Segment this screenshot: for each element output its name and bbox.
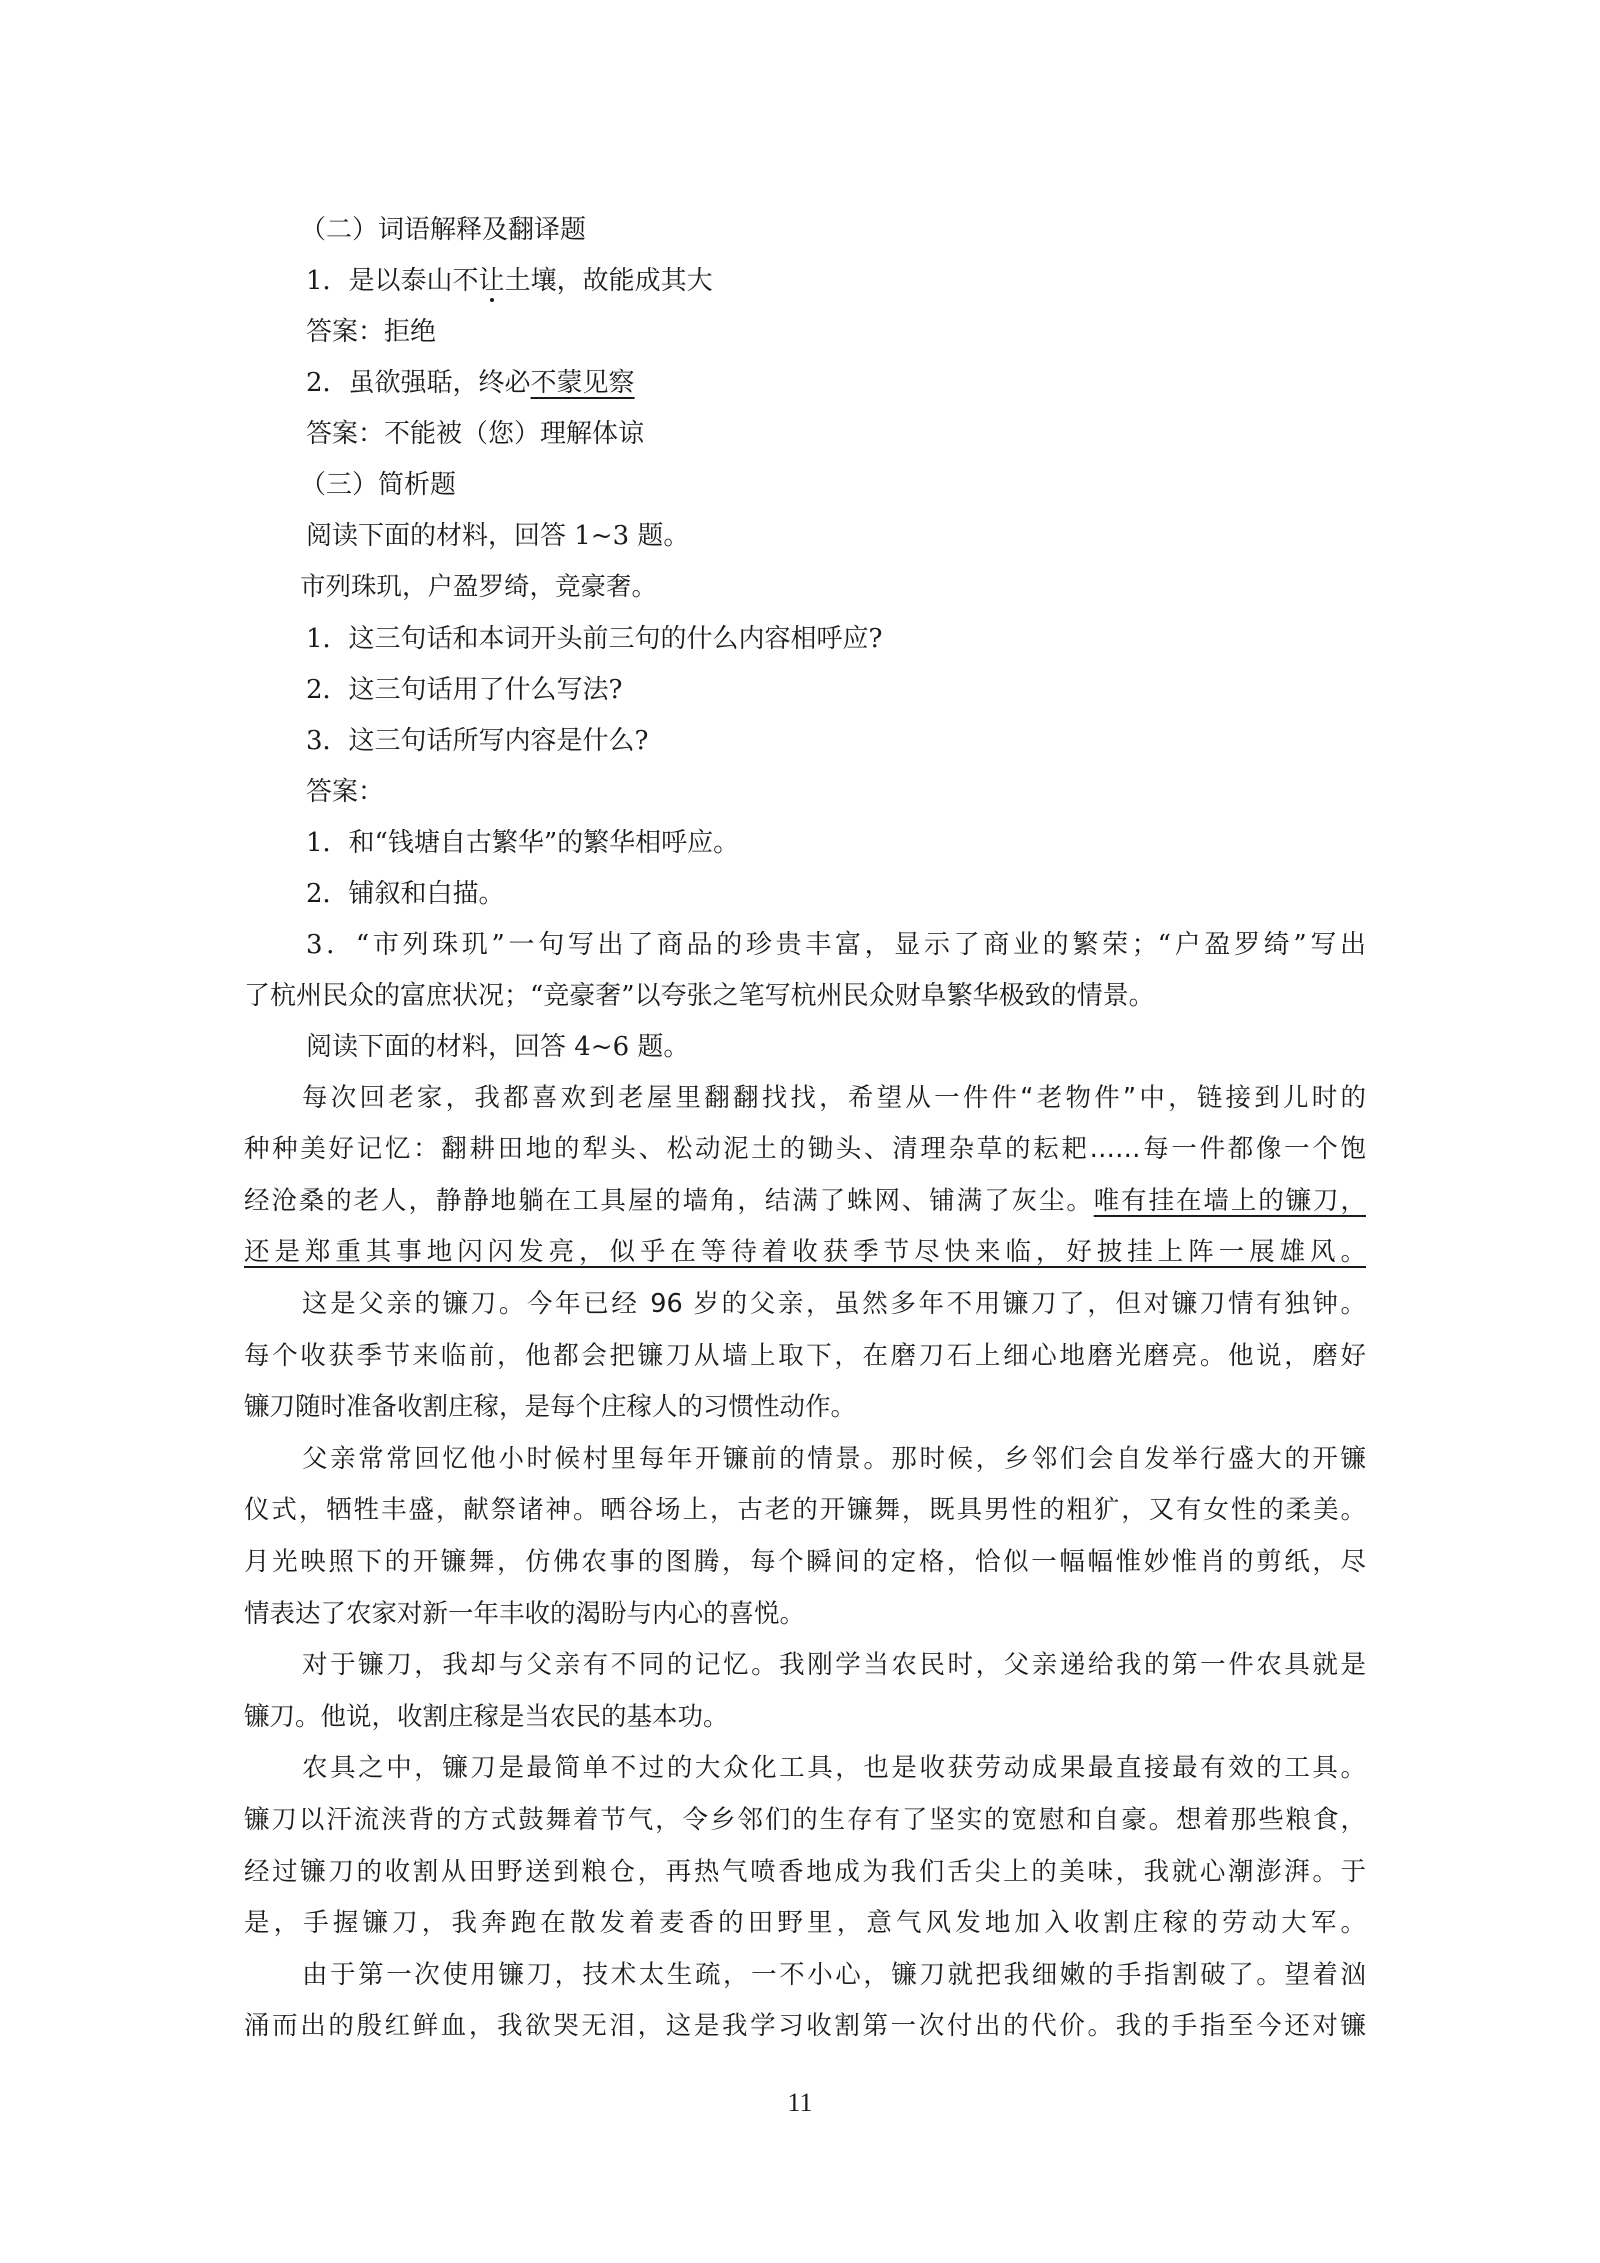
reading-instruction-2: 阅读下面的材料，回答 4~6 题。 (306, 1031, 690, 1062)
passage-line (244, 1227, 1366, 1279)
vocab-answer-2: 答案：不能被（您）理解体谅 (306, 419, 645, 449)
vocab-question-2: 2．虽欲强聒，终必不蒙见察 (306, 368, 635, 398)
passage-line: 这是父亲的镰刀。今年已经 96 岁的父亲，虽然多年不用镰刀了，但对镰刀情有独钟。 (302, 1288, 1366, 1319)
answer-label: 答案： (306, 776, 385, 807)
analysis-answer-1: 1．和“钱塘自古繁华”的繁华相呼应。 (306, 827, 740, 858)
passage-line: 情表达了农家对新一年丰收的渴盼与内心的喜悦。 (244, 1598, 806, 1629)
analysis-answer-3-line-2: 了杭州民众的富庶状况；“竞豪奢”以夸张之笔写杭州民众财阜繁华极致的情景。 (244, 980, 1155, 1011)
passage-line: 涌而出的殷红鲜血，我欲哭无泪，这是我学习收割第一次付出的代价。我的手指至今还对镰 (244, 2011, 1366, 2042)
passage-line: 每次回老家，我都喜欢到老屋里翻翻找找，希望从一件件“老物件”中，链接到儿时的 (302, 1082, 1366, 1113)
passage-line: 农具之中，镰刀是最简单不过的大众化工具，也是收获劳动成果最直接最有效的工具。 (302, 1753, 1366, 1784)
reading-instruction-1: 阅读下面的材料，回答 1~3 题。 (306, 521, 690, 551)
section-heading-analysis: （三）简析题 (300, 470, 457, 500)
passage-line: 仪式，牺牲丰盛，献祭诸神。晒谷场上，古老的开镰舞，既具男性的粗犷，又有女性的柔美。 (244, 1495, 1366, 1526)
passage-line: 镰刀随时准备收割庄稼，是每个庄稼人的习惯性动作。 (244, 1392, 857, 1423)
vocab-question-1: 1．是以泰山不让土壤，故能成其大 (306, 266, 713, 296)
underlined-phrase: 不蒙见察 (530, 368, 635, 398)
quoted-verse: 市列珠玑，户盈罗绮，竞豪奢。 (300, 572, 658, 602)
vocab-answer-1: 答案：拒绝 (306, 317, 437, 347)
analysis-answer-2: 2．铺叙和白描。 (306, 878, 505, 909)
passage-line: 由于第一次使用镰刀，技术太生疏，一不小心，镰刀就把我细嫩的手指割破了。望着汹 (302, 1959, 1366, 1990)
emphasis-dot-char: 让 (478, 266, 505, 296)
content-column (244, 205, 1366, 2053)
passage-line: 对于镰刀，我却与父亲有不同的记忆。我刚学当农民时，父亲递给我的第一件农具就是 (302, 1650, 1366, 1681)
passage-line: 父亲常常回忆他小时候村里每年开镰前的情景。那时候，乡邻们会自发举行盛大的开镰 (302, 1443, 1366, 1474)
passage-line: 每个收获季节来临前，他都会把镰刀从墙上取下，在磨刀石上细心地磨光磨亮。他说，磨好 (244, 1340, 1366, 1371)
analysis-question-2: 2．这三句话用了什么写法? (306, 674, 623, 705)
passage-line: 月光映照下的开镰舞，仿佛农事的图腾，每个瞬间的定格，恰似一幅幅惟妙惟肖的剪纸，尽 (244, 1546, 1366, 1577)
page-number: 11 (787, 2088, 813, 2117)
passage-line: 经过镰刀的收割从田野送到粮仓，再热气喷香地成为我们舌尖上的美味，我就心潮澎湃。于 (244, 1856, 1366, 1887)
passage-line: 种种美好记忆：翻耕田地的犁头、松动泥土的锄头、清理杂草的耘耙……每一件都像一个饱 (244, 1134, 1366, 1165)
passage-line: 镰刀以汗流浃背的方式鼓舞着节气，令乡邻们的生存有了坚实的宽慰和自豪。想着那些粮食， (244, 1804, 1366, 1835)
underlined-sentence: 还是郑重其事地闪闪发亮，似乎在等待着收获季节尽快来临，好披挂上阵一展雄风。 (244, 1237, 1366, 1268)
analysis-question-3: 3．这三句话所写内容是什么? (306, 725, 649, 756)
passage-line: 经沧桑的老人，静静地躺在工具屋的墙角，结满了蛛网、铺满了灰尘。唯有挂在墙上的镰刀， (244, 1185, 1366, 1216)
passage-line: 镰刀。他说，收割庄稼是当农民的基本功。 (244, 1701, 729, 1732)
section-heading-vocab: （二）词语解释及翻译题 (300, 215, 587, 245)
underlined-sentence: 唯有挂在墙上的镰刀， (1093, 1185, 1366, 1216)
analysis-question-1: 1．这三句话和本词开头前三句的什么内容相呼应? (306, 623, 883, 654)
analysis-answer-3-line-1: 3．“市列珠玑”一句写出了商品的珍贵丰富，显示了商业的繁荣；“户盈罗绮”写出 (306, 929, 1366, 960)
passage-line: 是，手握镰刀，我奔跑在散发着麦香的田野里，意气风发地加入收割庄稼的劳动大军。 (244, 1908, 1366, 1939)
